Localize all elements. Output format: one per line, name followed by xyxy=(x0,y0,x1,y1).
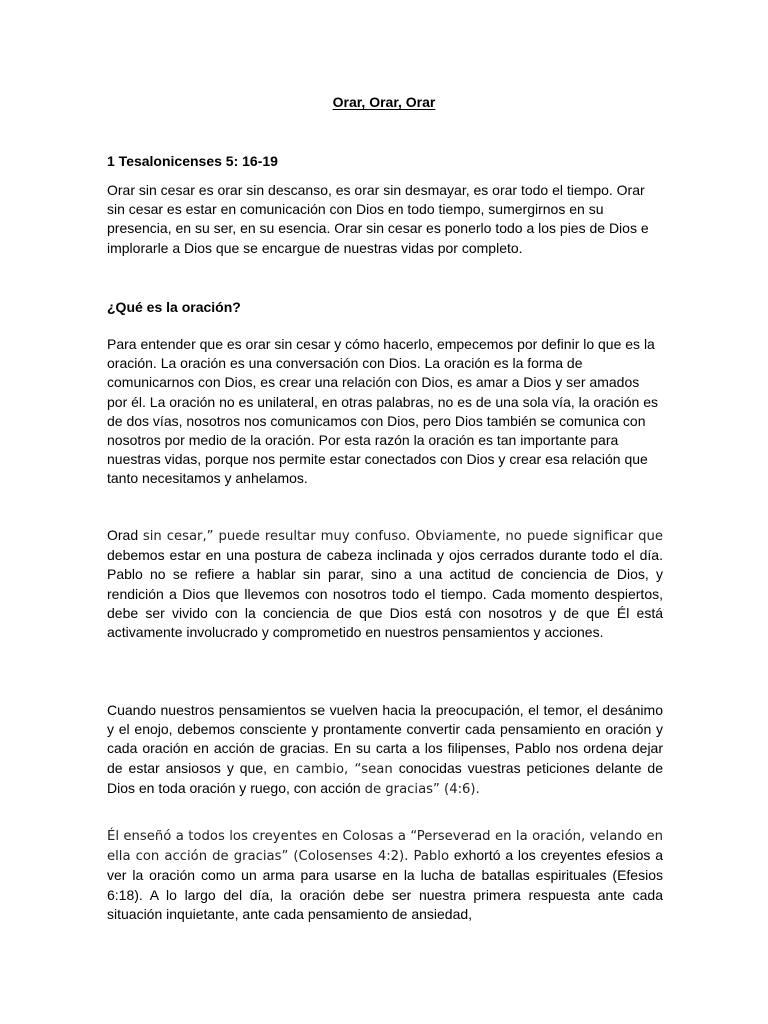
section-heading-que-es-la-oracion: ¿Qué es la oración? xyxy=(107,299,241,315)
intro-paragraph: Orar sin cesar es orar sin descanso, es orar sin desmayar, es orar todo el tiempo. Orar sin cesar es estar en comunicación con Dios en todo tiempo, sumergirnos en su presencia, en su ser, en su esencia. Orar sin cesar es ponerlo todo a los pies de Dios e implorarle a Dios que se encargue de nuestras vidas por completo. xyxy=(107,182,649,256)
orad-mixed-text: sin cesar,” puede resultar muy confuso. Obviamente, no puede significar que xyxy=(142,529,664,544)
thoughts-cont-text: conocidas vuestras peticiones delante de Dios en toda oración y ruego, con acción xyxy=(107,759,664,796)
thoughts-mixed-text: en cambio, “sean xyxy=(273,761,393,777)
colosas-paragraph xyxy=(107,826,663,924)
thoughts-end-text: de gracias” (4:6). xyxy=(364,781,480,797)
scripture-reference-heading: 1 Tesalonicenses 5: 16-19 xyxy=(107,153,278,169)
colosas-rest-text: exhortó a los creyentes efesios a ver la oración como un arma para usarse en la lucha de batallas espirituales (Efesios 6:18). A lo largo del día, la oración debe ser nuestra primera respuesta ante cada situación inquietante, ante cada pensamiento de ansiedad, xyxy=(107,847,663,922)
thoughts-main-text: Cuando nuestros pensamientos se vuelven hacia la preocupación, el temor, el desánimo y el enojo, debemos consciente y prontamente convertir cada pensamiento en oración y cada oración en acción de gracias. En su carta a los filipenses, Pablo nos ordena dejar de estar ansiosos y que, xyxy=(107,702,663,776)
definition-paragraph: Para entender que es orar sin cesar y cómo hacerlo, empecemos por definir lo que es la oración. La oración es una conversación con Dios. La oración es la forma de comunicarnos con Dios, es crear una relación con Dios, es amar a Dios y ser amados por él. La oración no es unilateral, en otras palabras, no es de una sola vía, la oración es de dos vías, nosotros nos comunicamos con Dios, pero Dios también se comunica con nosotros por medio de la oración. Por esta razón la oración es tan importante para nuestras vidas, porque nos permite estar conectados con Dios y crear esa relación que tanto necesitamos y anhelamos. xyxy=(107,336,659,487)
colosas-mixed-text: Él enseñó a todos los creyentes en Colosas a “Perseverad en la oración, velando en ella con acción de gracias” (Colosenses 4:2). Pablo xyxy=(107,829,663,865)
orad-paragraph xyxy=(107,526,663,642)
orad-lead-text: Orad xyxy=(107,527,139,543)
orad-rest-text: debemos estar en una postura de cabeza inclinada y ojos cerrados durante todo el día. Pablo no se refiere a hablar sin parar, sino a una actitud de conciencia de Dios, y rendición a Dios que llevemos con nosotros todo el tiempo. Cada momento despiertos, debe ser vivido con la conciencia de que Dios está con nosotros y de que Él está activamente involucrado y comprometido en nuestros pensamientos y acciones. xyxy=(107,547,663,641)
thoughts-paragraph xyxy=(107,701,663,799)
document-title: Orar, Orar, Orar xyxy=(332,94,436,110)
